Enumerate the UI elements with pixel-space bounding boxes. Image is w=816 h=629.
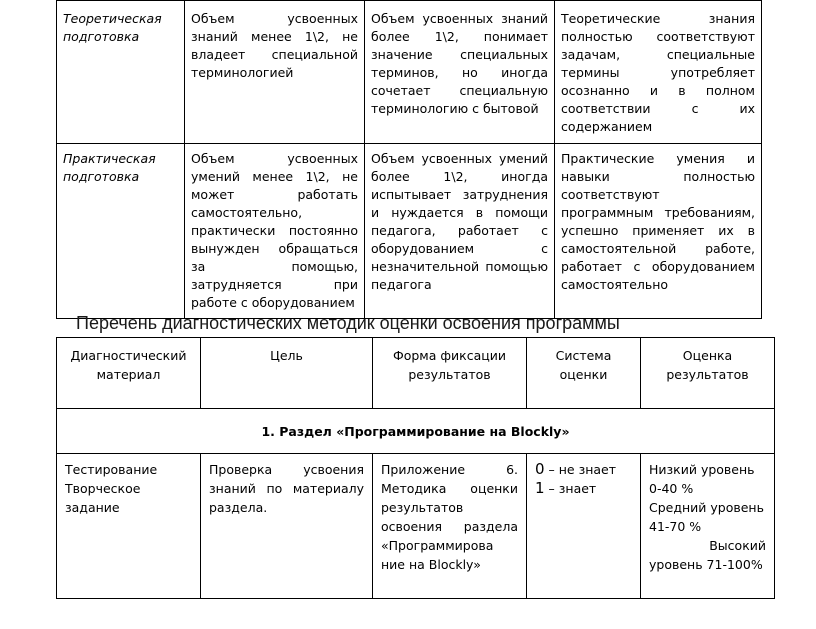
- score-one-number: 1: [535, 479, 545, 497]
- result-low: Низкий уровень: [649, 462, 755, 477]
- section-row: [57, 409, 775, 454]
- header-result: Оценка результатов: [641, 338, 775, 409]
- section-title: 1. Раздел «Программирование на Blockly»: [57, 409, 775, 454]
- score-one: [535, 479, 632, 498]
- row-label: Теоретическая подготовка: [57, 1, 185, 144]
- level-low-cell: Объем усвоенных знаний менее 1\2, не владеет специальной терминологией: [185, 1, 365, 144]
- table-header-row: [57, 338, 775, 409]
- score-zero-number: 0: [535, 460, 545, 478]
- score-zero: [535, 460, 632, 479]
- level-high-cell: Теоретические знания полностью соответствуют задачам, специальные термины употребляет осознанно и в полном соответствии с их содержанием: [555, 1, 762, 144]
- goal-cell: Проверка усвоения знаний по материалу раздела.: [201, 454, 373, 599]
- row-label: Практическая подготовка: [57, 144, 185, 319]
- result-mid: Средний уровень: [649, 500, 764, 515]
- score-zero-text: – не знает: [544, 462, 617, 477]
- methods-table: [56, 337, 775, 599]
- material-creative: Творческое задание: [65, 481, 141, 515]
- section-caption: Перечень диагностических методик оценки освоения программы: [76, 313, 620, 333]
- table-row: [57, 144, 762, 319]
- level-high-cell: Практические умения и навыки полностью соответствуют программным требованиям, успешно применяет их в самостоятельной работе, работает с оборудованием самостоятельно: [555, 144, 762, 319]
- header-form: Форма фиксации результатов: [373, 338, 527, 409]
- header-goal: Цель: [201, 338, 373, 409]
- form-cell: Приложение 6. Методика оценки результатов освоения раздела «Программирова ние на Blockly»: [373, 454, 527, 599]
- level-low-cell: Объем усвоенных умений менее 1\2, не может работать самостоятельно, практически постоянно вынужден обращаться за помощью, затрудняется при работе с оборудованием: [185, 144, 365, 319]
- material-cell: [57, 454, 201, 599]
- table-row: [57, 454, 775, 599]
- level-mid-cell: Объем усвоенных знаний более 1\2, понимает значение специальных терминов, но иногда сочетает специальную терминологию с бытовой: [365, 1, 555, 144]
- header-material: Диагностический материал: [57, 338, 201, 409]
- result-mid-range: 41-70 %: [649, 519, 702, 534]
- level-mid-cell: Объем усвоенных умений более 1\2, иногда испытывает затруднения и нуждается в помощи педагога, работает с оборудованием с незначительной помощью педагога: [365, 144, 555, 319]
- result-cell: [641, 454, 775, 599]
- result-high-range: уровень 71-100%: [649, 557, 763, 572]
- result-high: Высокий: [709, 538, 766, 553]
- material-test: Тестирование: [65, 462, 158, 477]
- system-cell: [527, 454, 641, 599]
- result-low-range: 0-40 %: [649, 481, 694, 496]
- table-row: [57, 1, 762, 144]
- header-system: Система оценки: [527, 338, 641, 409]
- score-one-text: – знает: [544, 481, 597, 496]
- criteria-table: [56, 0, 762, 319]
